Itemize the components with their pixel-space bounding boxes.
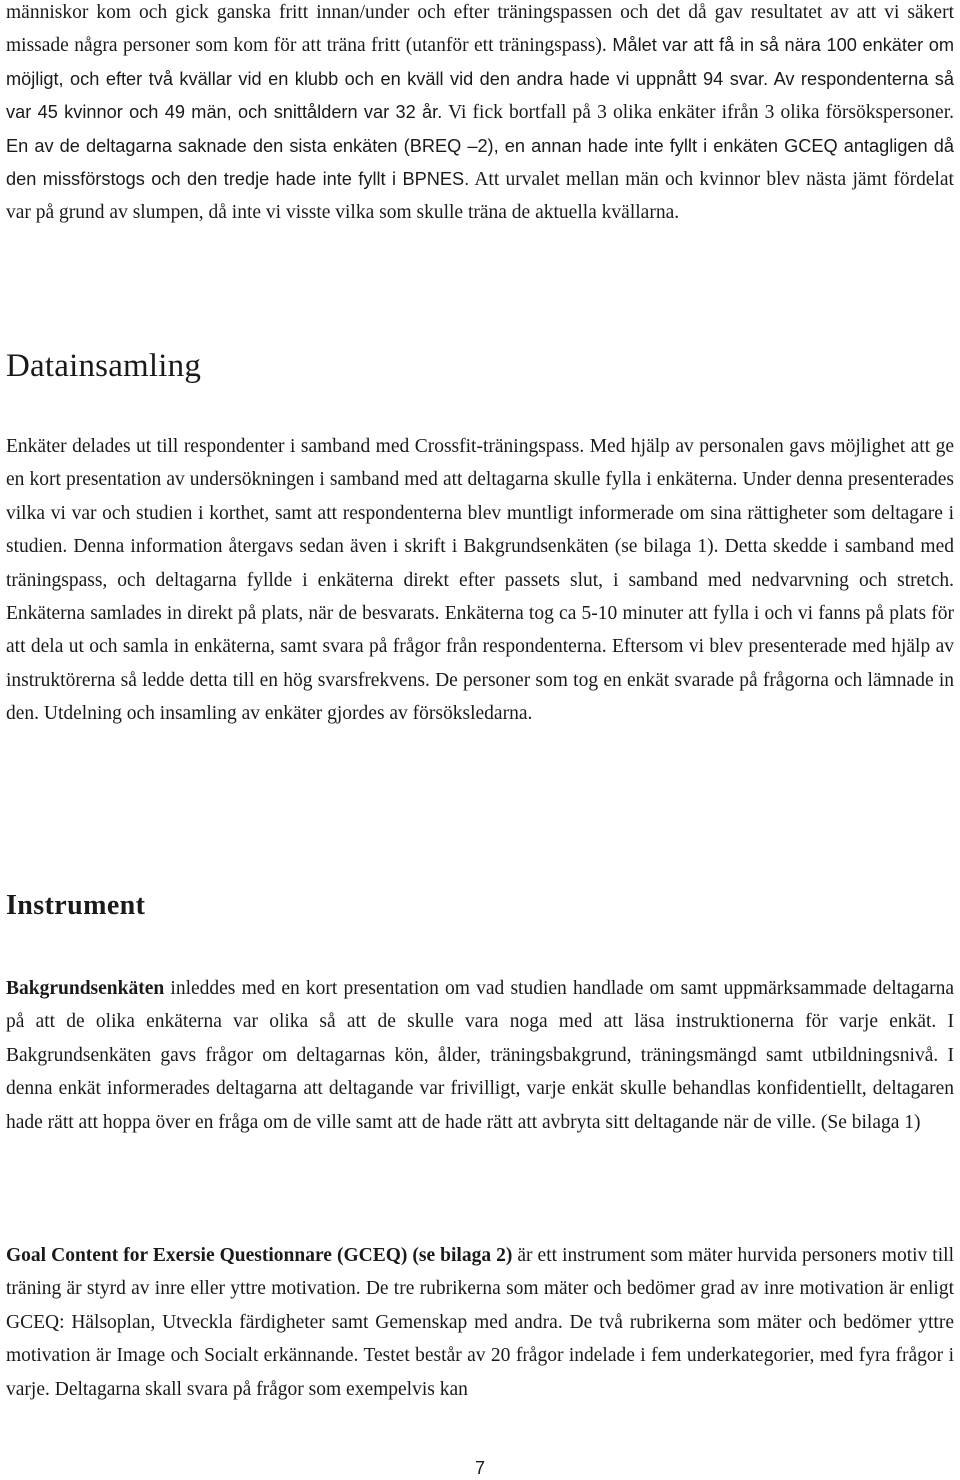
sentence: Utdelning och insamling av enkäter gjordes av försöksledarna. xyxy=(39,703,533,725)
sentence: Eftersom vi blev presenterade med hjälp av instruktörerna så ledde detta till en hög svarsfrekvens. xyxy=(6,636,954,691)
sentence: Enkäterna tog ca 5-10 minuter att fylla i och vi fanns på plats för att dela ut och samla in enkäterna, samt svara på frågor från respondenterna. xyxy=(6,603,954,658)
sentence: Enkäterna samlades in direkt på plats, när de besvarats. xyxy=(6,603,440,625)
sentence: är ett instrument som mäter hurvida personers motiv till träning är styrd av inre eller yttre motivation. xyxy=(6,1245,954,1300)
section-heading-instrument: Instrument xyxy=(6,890,146,921)
sentence: människor kom och gick ganska fritt innan/under och efter träningspassen och det då gav resultatet av att vi säkert missade några personer som kom för att träna fritt (utanför ett träningspass). xyxy=(6,2,954,57)
sentence: inleddes med en kort presentation om vad studien handlade om samt uppmärksammade deltagarna på att de olika enkäterna var olika så att de skulle vara noga med att läsa instruktionerna för varje enkät. xyxy=(6,978,954,1033)
sentence: Vi fick bortfall på 3 olika enkäter ifrån 3 olika försökspersoner. xyxy=(442,102,954,124)
sentence: Att urvalet mellan män och kvinnor blev nästa jämt fördelat var på grund av slumpen, då inte vi visste vilka som skulle träna de aktuella kvällarna. xyxy=(6,169,954,224)
sentence: De två rubrikerna som mäter och bedömer yttre motivation är Image och Socialt erkännande. xyxy=(6,1311,954,1367)
sentence: Deltagarna skall svara på frågor som exempelvis kan xyxy=(49,1378,468,1400)
body-paragraph-participants xyxy=(6,0,954,230)
sentence: Enkäter delades ut till respondenter i samband med Crossfit-träningspass. xyxy=(6,436,585,457)
body-paragraph-bakgrundsenkaten xyxy=(6,972,954,1139)
sentence: Målet var att få in så nära 100 enkäter om möjligt, och efter två kvällar vid en klubb och en kväll vid den andra hade vi uppnått 94 svar. Av respondenterna så var 45 kvinnor och 49 män, och snittåldern var 32 år. xyxy=(6,35,954,123)
page-number: 7 xyxy=(474,1458,485,1478)
sentence: En av de deltagarna saknade den sista enkäten (BREQ –2), en annan hade inte fyllt i enkäten GCEQ antagligen då den missförstogs och den tredje hade inte fyllt i BPNES. xyxy=(6,135,954,190)
body-paragraph-gceq xyxy=(6,1239,954,1406)
sentence: De tre rubrikerna som mäter och bedömer grad av inre motivation är enligt GCEQ: Hälsoplan, Utveckla färdigheter samt Gemenskap med andra. xyxy=(6,1278,954,1333)
sentence: De personer som tog en enkät svarade på frågorna och lämnade in den. xyxy=(6,669,955,725)
term-gceq: Goal Content for Exersie Questionnare (GCEQ) (se bilaga 2) xyxy=(6,1245,513,1266)
sentence: Testet består av 20 frågor indelade i fem underkategorier, med fyra frågor i varje. xyxy=(6,1345,954,1400)
sentence: I Bakgrundsenkäten gavs frågor om deltagarnas kön, ålder, träningsbakgrund, träningsmängd samt utbildningsnivå. xyxy=(6,1011,954,1066)
body-paragraph-datainsamling xyxy=(6,430,954,731)
sentence: Denna information återgavs sedan även i skrift i Bakgrundsenkäten (se bilaga 1). Detta skedde i samband med träningspass, och deltagarna fyllde i enkäterna direkt efter passets slut, i samband med nedvarvning och stretch. xyxy=(6,536,954,591)
section-heading-datainsamling: Datainsamling xyxy=(6,348,202,384)
term-bakgrundsenkaten: Bakgrundsenkäten xyxy=(6,978,165,999)
sentence: Med hjälp av personalen gavs möjlighet att ge en kort presentation av undersökningen i samband med att deltagarna skulle fylla i enkäterna. xyxy=(6,436,954,491)
sentence: Under denna presenterades vilka vi var och studien i korthet, samt att respondenterna blev muntligt informerade om sina rättigheter som deltagare i studien. xyxy=(6,469,954,558)
sentence: I denna enkät informerades deltagarna att deltagande var frivilligt, varje enkät skulle behandlas konfidentiellt, deltagaren hade rätt att hoppa över en fråga om de ville samt att de hade rätt att avbryta sitt deltagande när de ville. (Se bilaga 1) xyxy=(6,1044,954,1133)
